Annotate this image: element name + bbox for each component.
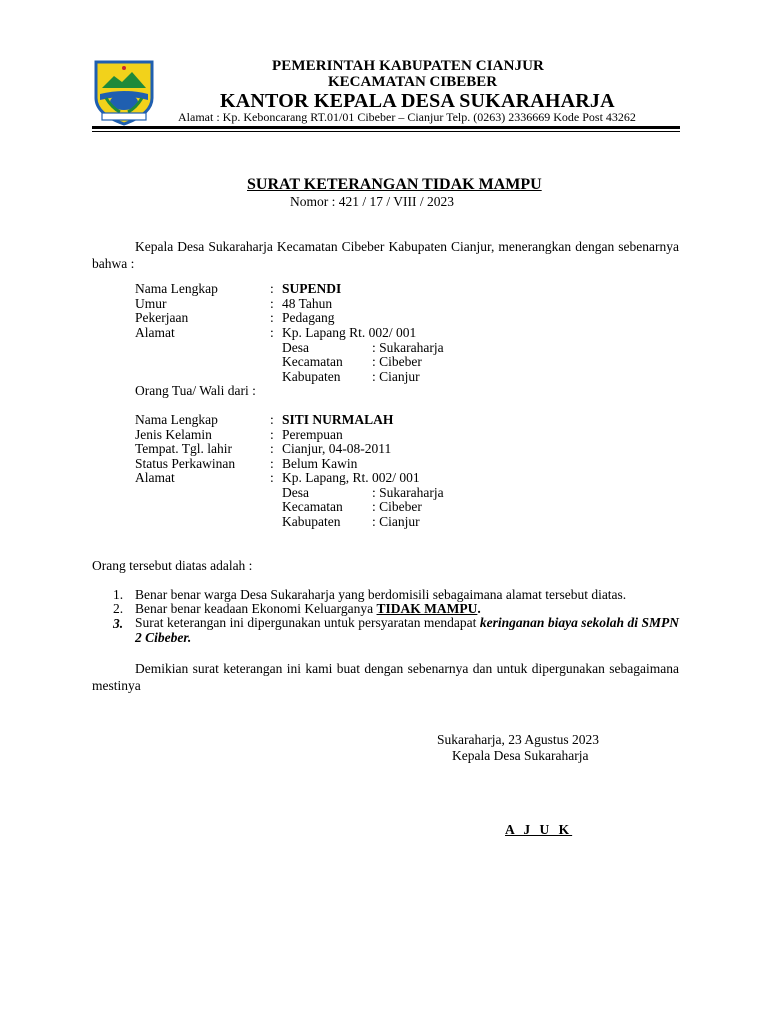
label-jenis-kelamin: Jenis Kelamin <box>135 427 212 442</box>
value-desa-1: : Sukaraharja <box>372 340 444 355</box>
list-item-3-text: Surat keterangan ini dipergunakan untuk persyaratan mendapat <box>135 615 480 630</box>
list-item-2-end: . <box>477 601 481 616</box>
letter-number: Nomor : 421 / 17 / VIII / 2023 <box>290 194 454 209</box>
colon: : <box>270 296 274 311</box>
list-item-2-text: Benar benar keadaan Ekonomi Keluarganya <box>135 601 377 616</box>
colon: : <box>270 325 274 340</box>
intro-paragraph <box>92 238 679 272</box>
label-kecamatan-2: Kecamatan <box>282 499 343 514</box>
value-kecamatan-2: : Cibeber <box>372 499 422 514</box>
value-kabupaten-1: : Cianjur <box>372 369 420 384</box>
signature-name: A J U K <box>505 822 573 837</box>
value-kecamatan-1: : Cibeber <box>372 354 422 369</box>
label-desa-2: Desa <box>282 485 309 500</box>
list-number: 3. <box>113 616 124 631</box>
colon: : <box>270 456 274 471</box>
label-status: Status Perkawinan <box>135 456 236 471</box>
header-divider-thin <box>92 131 680 132</box>
closing-paragraph <box>92 660 679 694</box>
label-orang-tua: Orang Tua/ Wali dari : <box>135 383 256 398</box>
list-number: 2. <box>113 601 124 616</box>
signature-place-date: Sukaraharja, 23 Agustus 2023 <box>437 732 599 747</box>
header-address: Alamat : Kp. Keboncarang RT.01/01 Cibeber – Cianjur Telp. (0263) 2336669 Kode Post 43262 <box>178 110 636 124</box>
value-status: Belum Kawin <box>282 456 358 471</box>
value-kabupaten-2: : Cianjur <box>372 514 420 529</box>
value-alamat-1: Kp. Lapang Rt. 002/ 001 <box>282 325 417 340</box>
list-item-3 <box>135 615 679 645</box>
colon: : <box>270 412 274 427</box>
intro-text: Kepala Desa Sukaraharja Kecamatan Cibeber Kabupaten Cianjur, menerangkan dengan sebenarnya bahwa : <box>92 239 679 271</box>
label-alamat-1: Alamat <box>135 325 175 340</box>
value-nama-2: SITI NURMALAH <box>282 412 394 427</box>
colon: : <box>270 441 274 456</box>
signature-position: Kepala Desa Sukaraharja <box>452 748 589 763</box>
label-kabupaten-1: Kabupaten <box>282 369 341 384</box>
label-alamat-2: Alamat <box>135 470 175 485</box>
list-number: 1. <box>113 587 124 602</box>
colon: : <box>270 310 274 325</box>
value-pekerjaan: Pedagang <box>282 310 335 325</box>
label-nama-2: Nama Lengkap <box>135 412 218 427</box>
list-item-3-emphasis: keringanan biaya sekolah di SMPN 2 Cibeber. <box>135 615 679 645</box>
header-government: PEMERINTAH KABUPATEN CIANJUR <box>272 58 544 74</box>
value-umur: 48 Tahun <box>282 296 333 311</box>
label-nama-1: Nama Lengkap <box>135 281 218 296</box>
label-ttl: Tempat. Tgl. lahir <box>135 441 233 456</box>
colon: : <box>270 427 274 442</box>
value-ttl: Cianjur, 04-08-2011 <box>282 441 392 456</box>
list-item-2-emphasis: TIDAK MAMPU <box>376 601 478 616</box>
header-divider-thick <box>92 126 680 129</box>
closing-text: Demikian surat keterangan ini kami buat dengan sebenarnya dan untuk dipergunakan sebagaimana mestinya <box>92 661 679 693</box>
value-alamat-2: Kp. Lapang, Rt. 002/ 001 <box>282 470 420 485</box>
value-desa-2: : Sukaraharja <box>372 485 444 500</box>
value-nama-1: SUPENDI <box>282 281 342 296</box>
label-kecamatan-1: Kecamatan <box>282 354 343 369</box>
label-desa-1: Desa <box>282 340 309 355</box>
letter-title: SURAT KETERANGAN TIDAK MAMPU <box>247 176 542 193</box>
header-office: KANTOR KEPALA DESA SUKARAHARJA <box>220 90 615 112</box>
list-item-2 <box>135 601 481 616</box>
label-umur: Umur <box>135 296 167 311</box>
colon: : <box>270 281 274 296</box>
label-kabupaten-2: Kabupaten <box>282 514 341 529</box>
village-logo <box>92 58 156 128</box>
list-item-1: Benar benar warga Desa Sukaraharja yang berdomisili sebagaimana alamat tersebut diatas. <box>135 587 627 602</box>
list-lead: Orang tersebut diatas adalah : <box>92 558 253 573</box>
label-pekerjaan: Pekerjaan <box>135 310 189 325</box>
value-jenis-kelamin: Perempuan <box>282 427 343 442</box>
colon: : <box>270 470 274 485</box>
header-district: KECAMATAN CIBEBER <box>328 74 498 90</box>
